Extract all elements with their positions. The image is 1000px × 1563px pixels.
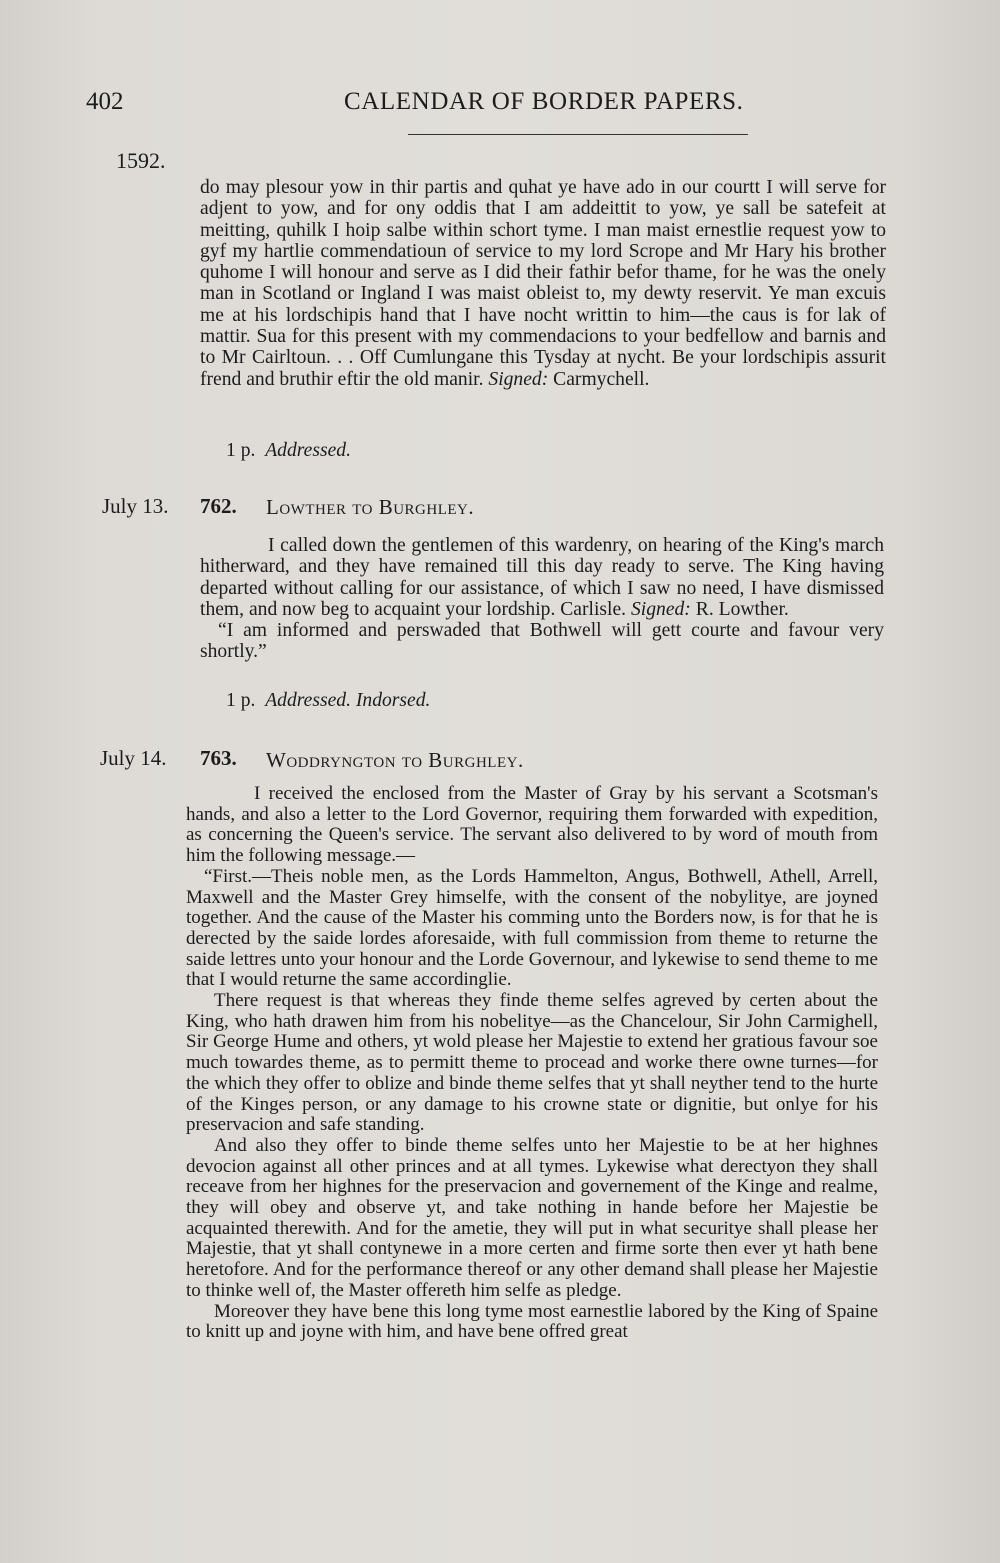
entry-number: 763. [200, 746, 237, 770]
entry-extent-note [226, 690, 430, 712]
paragraph: There request is that whereas they finde theme selfes agreved by certen about the King, who hath drawen him from his nobelitye—as the Chancelour, Sir John Carmighell, Sir George Hume and others, yt wold please her Majestie to extend her gratious favour soe much towardes theme, as to permitt theme to procead and worke there owne turnes—for the which they offer to oblize and binde theme selfes that yt shall neyther tend to the hurte of the Kinges person, or any damage to his crowne state or dignitie, but onlye for his preservacion and safe standing. [186, 990, 878, 1136]
signed-label: Signed: [488, 368, 549, 390]
year-marker: 1592. [116, 148, 166, 173]
entry-date: July 13. [102, 494, 169, 518]
letter-body: do may plesour yow in thir partis and quhat ye have ado in our courtt I will serve for adjent to yow, and for ony oddis that I am addeittit to yow, ye sall be satefeit at meitting, quhilk I hoip salbe within schort tyme. I man maist ernestlie request yow to gyf my hartlie commendatioun of service to my lord Scrope and Mr Hary his brother quhome I will honour and serve as I did their fathir befor thame, for he was the onely man in Scotland or Ingland I was maist obleist to, my dewty reservit. Ye man excuis me at his lordschipis hand that I have nocht writtin to him—the caus is for lak of mattir. Sua for this present with my commendacions to your bedfellow and barnis and to Mr Cairltoun. . . Off Cumlungane this Tysday at nycht. Be your lordschipis assurit frend and bruthir eftir the old manir. [200, 177, 886, 390]
paragraph: Moreover they have bene this long tyme most earnestlie labored by the King of Spaine to knitt up and joyne with him, and have bene offred great [186, 1300, 878, 1343]
signature: R. Lowther. [695, 598, 789, 620]
page-header [0, 88, 1000, 128]
postscript: “I am informed and perswaded that Bothwell will gett courte and favour very shortly.” [200, 620, 884, 663]
entry-text: I called down the gentlemen of this wardenry, on hearing of the King's march hitherward, and they have remained till this day ready to serve. The King having departed without calling for our assistance, of which I saw no need, I have dismissed them, and now beg to acquaint your lordship. Carlisle. [200, 535, 884, 620]
entry-title: Lowther to Burghley. [266, 495, 475, 519]
entry-number: 762. [200, 494, 237, 518]
header-rule [408, 134, 748, 135]
letter-continuation [200, 177, 886, 390]
letter-extent-note [226, 440, 351, 462]
paragraph: And also they offer to binde theme selfes unto her Majestie to be at her highnes devocion against all other princes and at all tymes. Lykewise what derectyon they shall receave from her highnes for the preservacion and governement of the Kinge and realme, they will obey and observe yt, and take nothing in hande before her Majestie be acquainted therewith. And for the ametie, they will put in what securitye shall please her Majestie, that yt shall contynewe in a more certen and firme sorte then ever yt hath bene heretofore. And for the performance thereof or any other demand shall please her Majestie to thinke well of, the Master offereth him selfe as pledge. [186, 1134, 878, 1301]
entry-title: Woddryngton to Burghley. [266, 748, 524, 772]
endorsement-note: Addressed. [265, 440, 351, 461]
paragraph: “First.—Theis noble men, as the Lords Hammelton, Angus, Bothwell, Athell, Arrell, Maxwell and the Master Grey himselfe, with the consent of the nobylitye, are joyned together. And the cause of the Master his comming unto the Borders now, is for that he is derected by the saide lordes aforesaide, with full commission from theme to returne the saide lettres unto your honour and the Lorde Governour, and lykewise to send theme to me that I would returne the same accordinglie. [186, 865, 878, 991]
signature: Carmychell. [553, 368, 650, 390]
entry-date: July 14. [100, 746, 167, 770]
page-number: 402 [86, 88, 124, 115]
signed-label: Signed: [630, 598, 691, 620]
paragraph: I received the enclosed from the Master of Gray by his servant a Scotsman's hands, and also a letter to the Lord Governor, requiring them forwarded with expedition, as concerning the Queen's service. The servant also delivered to by word of mouth from him the following message.— [186, 783, 878, 867]
entry-762-body [200, 535, 884, 663]
extent: 1 p. [226, 690, 256, 711]
entry-763-body [186, 784, 878, 1343]
extent: 1 p. [226, 440, 256, 461]
running-head: CALENDAR OF BORDER PAPERS. [344, 88, 744, 115]
endorsement-note: Addressed. Indorsed. [265, 690, 431, 711]
